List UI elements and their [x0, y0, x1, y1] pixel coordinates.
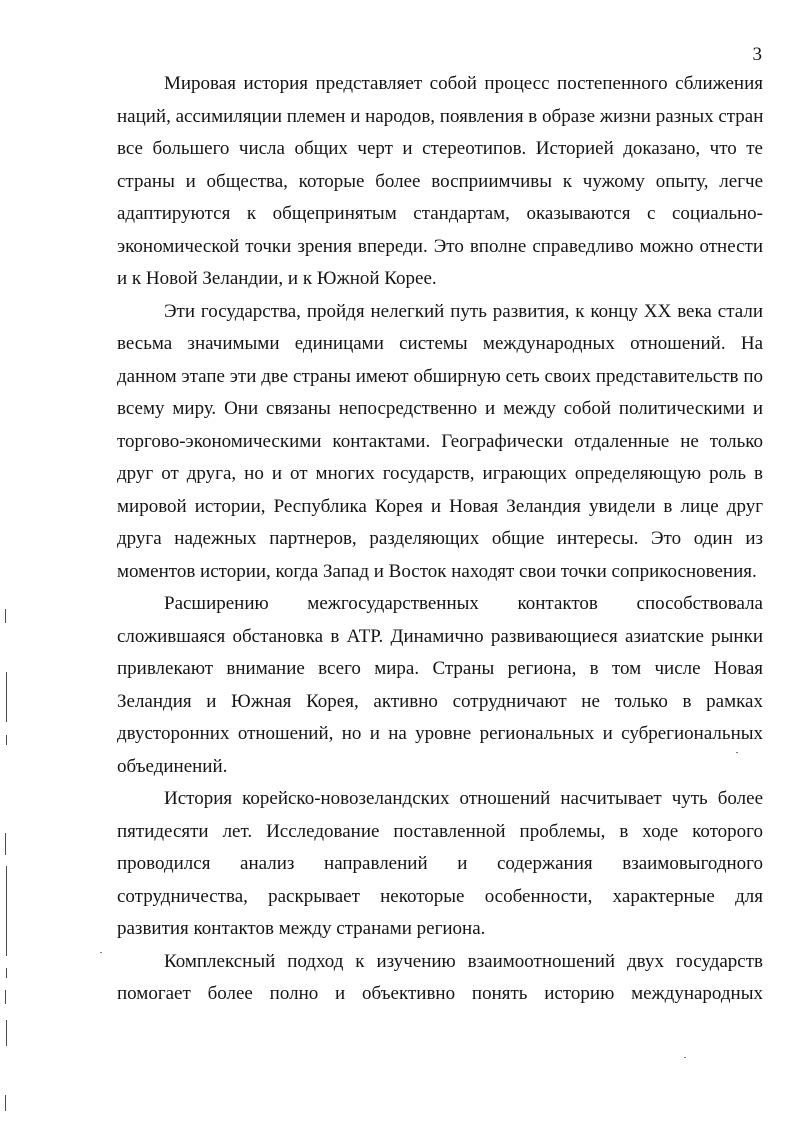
scan-mark — [5, 609, 6, 623]
text-line: друга надежных партнеров, разделяющих общие интересы. Это один из — [117, 528, 763, 549]
text-line: страны и общества, которые более восприимчивы к чужому опыту, легче — [117, 170, 763, 192]
text-line: весьма значимыми единицами системы международных отношений. На — [117, 333, 763, 354]
text-line: сотрудничества, раскрывает некоторые особенности, характерные для — [117, 885, 763, 907]
text-line: развития контактов между странами региона. — [117, 918, 486, 939]
text-line: друг от друга, но и от многих государств, играющих определяющую роль в — [117, 463, 763, 484]
scan-speck — [684, 1057, 686, 1058]
scan-speck — [736, 752, 738, 753]
text-line: Мировая история представляет собой процесс постепенного сближения — [164, 73, 763, 94]
text-line: Расширению межгосударственных контактов способствовала — [164, 593, 763, 614]
scan-mark — [6, 735, 7, 745]
text-line: Комплексный подход к изучению взаимоотношений двух государств — [164, 950, 763, 972]
paragraph — [117, 783, 763, 946]
text-line: мировой истории, Республика Корея и Новая Зеландия увидели в лице друг — [117, 495, 763, 517]
text-line: Эти государства, пройдя нелегкий путь развития, к концу XX века стали — [164, 300, 763, 322]
text-line: Зеландия и Южная Корея, активно сотрудничают не только в рамках — [117, 690, 763, 712]
scan-mark — [5, 1095, 6, 1111]
scan-mark — [6, 866, 7, 956]
text-line: данном этапе эти две страны имеют обширную сеть своих представительств по — [117, 365, 763, 387]
text-line: наций, ассимиляции племен и народов, появления в образе жизни разных стран — [117, 105, 764, 127]
document-body — [117, 68, 763, 1011]
text-line: проводился анализ направлений и содержания взаимовыгодного — [117, 853, 763, 874]
text-line: пятидесяти лет. Исследование поставленной проблемы, в ходе которого — [117, 820, 763, 842]
text-line: объединений. — [117, 755, 228, 777]
paragraph — [117, 68, 763, 296]
paragraph — [117, 588, 763, 783]
scan-mark — [5, 833, 6, 855]
paragraph — [117, 296, 763, 589]
text-line: и к Новой Зеландии, и к Южной Корее. — [117, 268, 437, 289]
text-line: все большего числа общих черт и стереотипов. Историей доказано, что те — [117, 138, 763, 159]
text-line: экономической точки зрения впереди. Это вполне справедливо можно отнести — [117, 235, 763, 257]
scan-mark — [6, 1020, 7, 1046]
scan-mark — [6, 968, 7, 978]
scan-speck — [100, 952, 102, 953]
scan-mark — [6, 672, 7, 722]
text-line: помогает более полно и объективно понять историю международных — [117, 983, 763, 1004]
text-line: История корейско-новозеландских отношений насчитывает чуть более — [164, 788, 763, 809]
text-line: привлекают внимание всего мира. Страны региона, в том числе Новая — [117, 658, 763, 679]
text-line: адаптируются к общепринятым стандартам, оказываются с социально- — [117, 203, 763, 224]
text-line: сложившаяся обстановка в АТР. Динамично развивающиеся азиатские рынки — [117, 625, 763, 647]
page-number: 3 — [752, 44, 762, 65]
text-line: моментов истории, когда Запад и Восток находят свои точки соприкосновения. — [117, 560, 757, 582]
paragraph — [117, 946, 763, 1011]
text-line: двусторонних отношений, но и на уровне региональных и субрегиональных — [117, 723, 763, 744]
scan-mark — [5, 990, 6, 1004]
text-line: торгово-экономическими контактами. Географически отдаленные не только — [117, 430, 763, 452]
text-line: всему миру. Они связаны непосредственно и между собой политическими и — [117, 398, 763, 419]
